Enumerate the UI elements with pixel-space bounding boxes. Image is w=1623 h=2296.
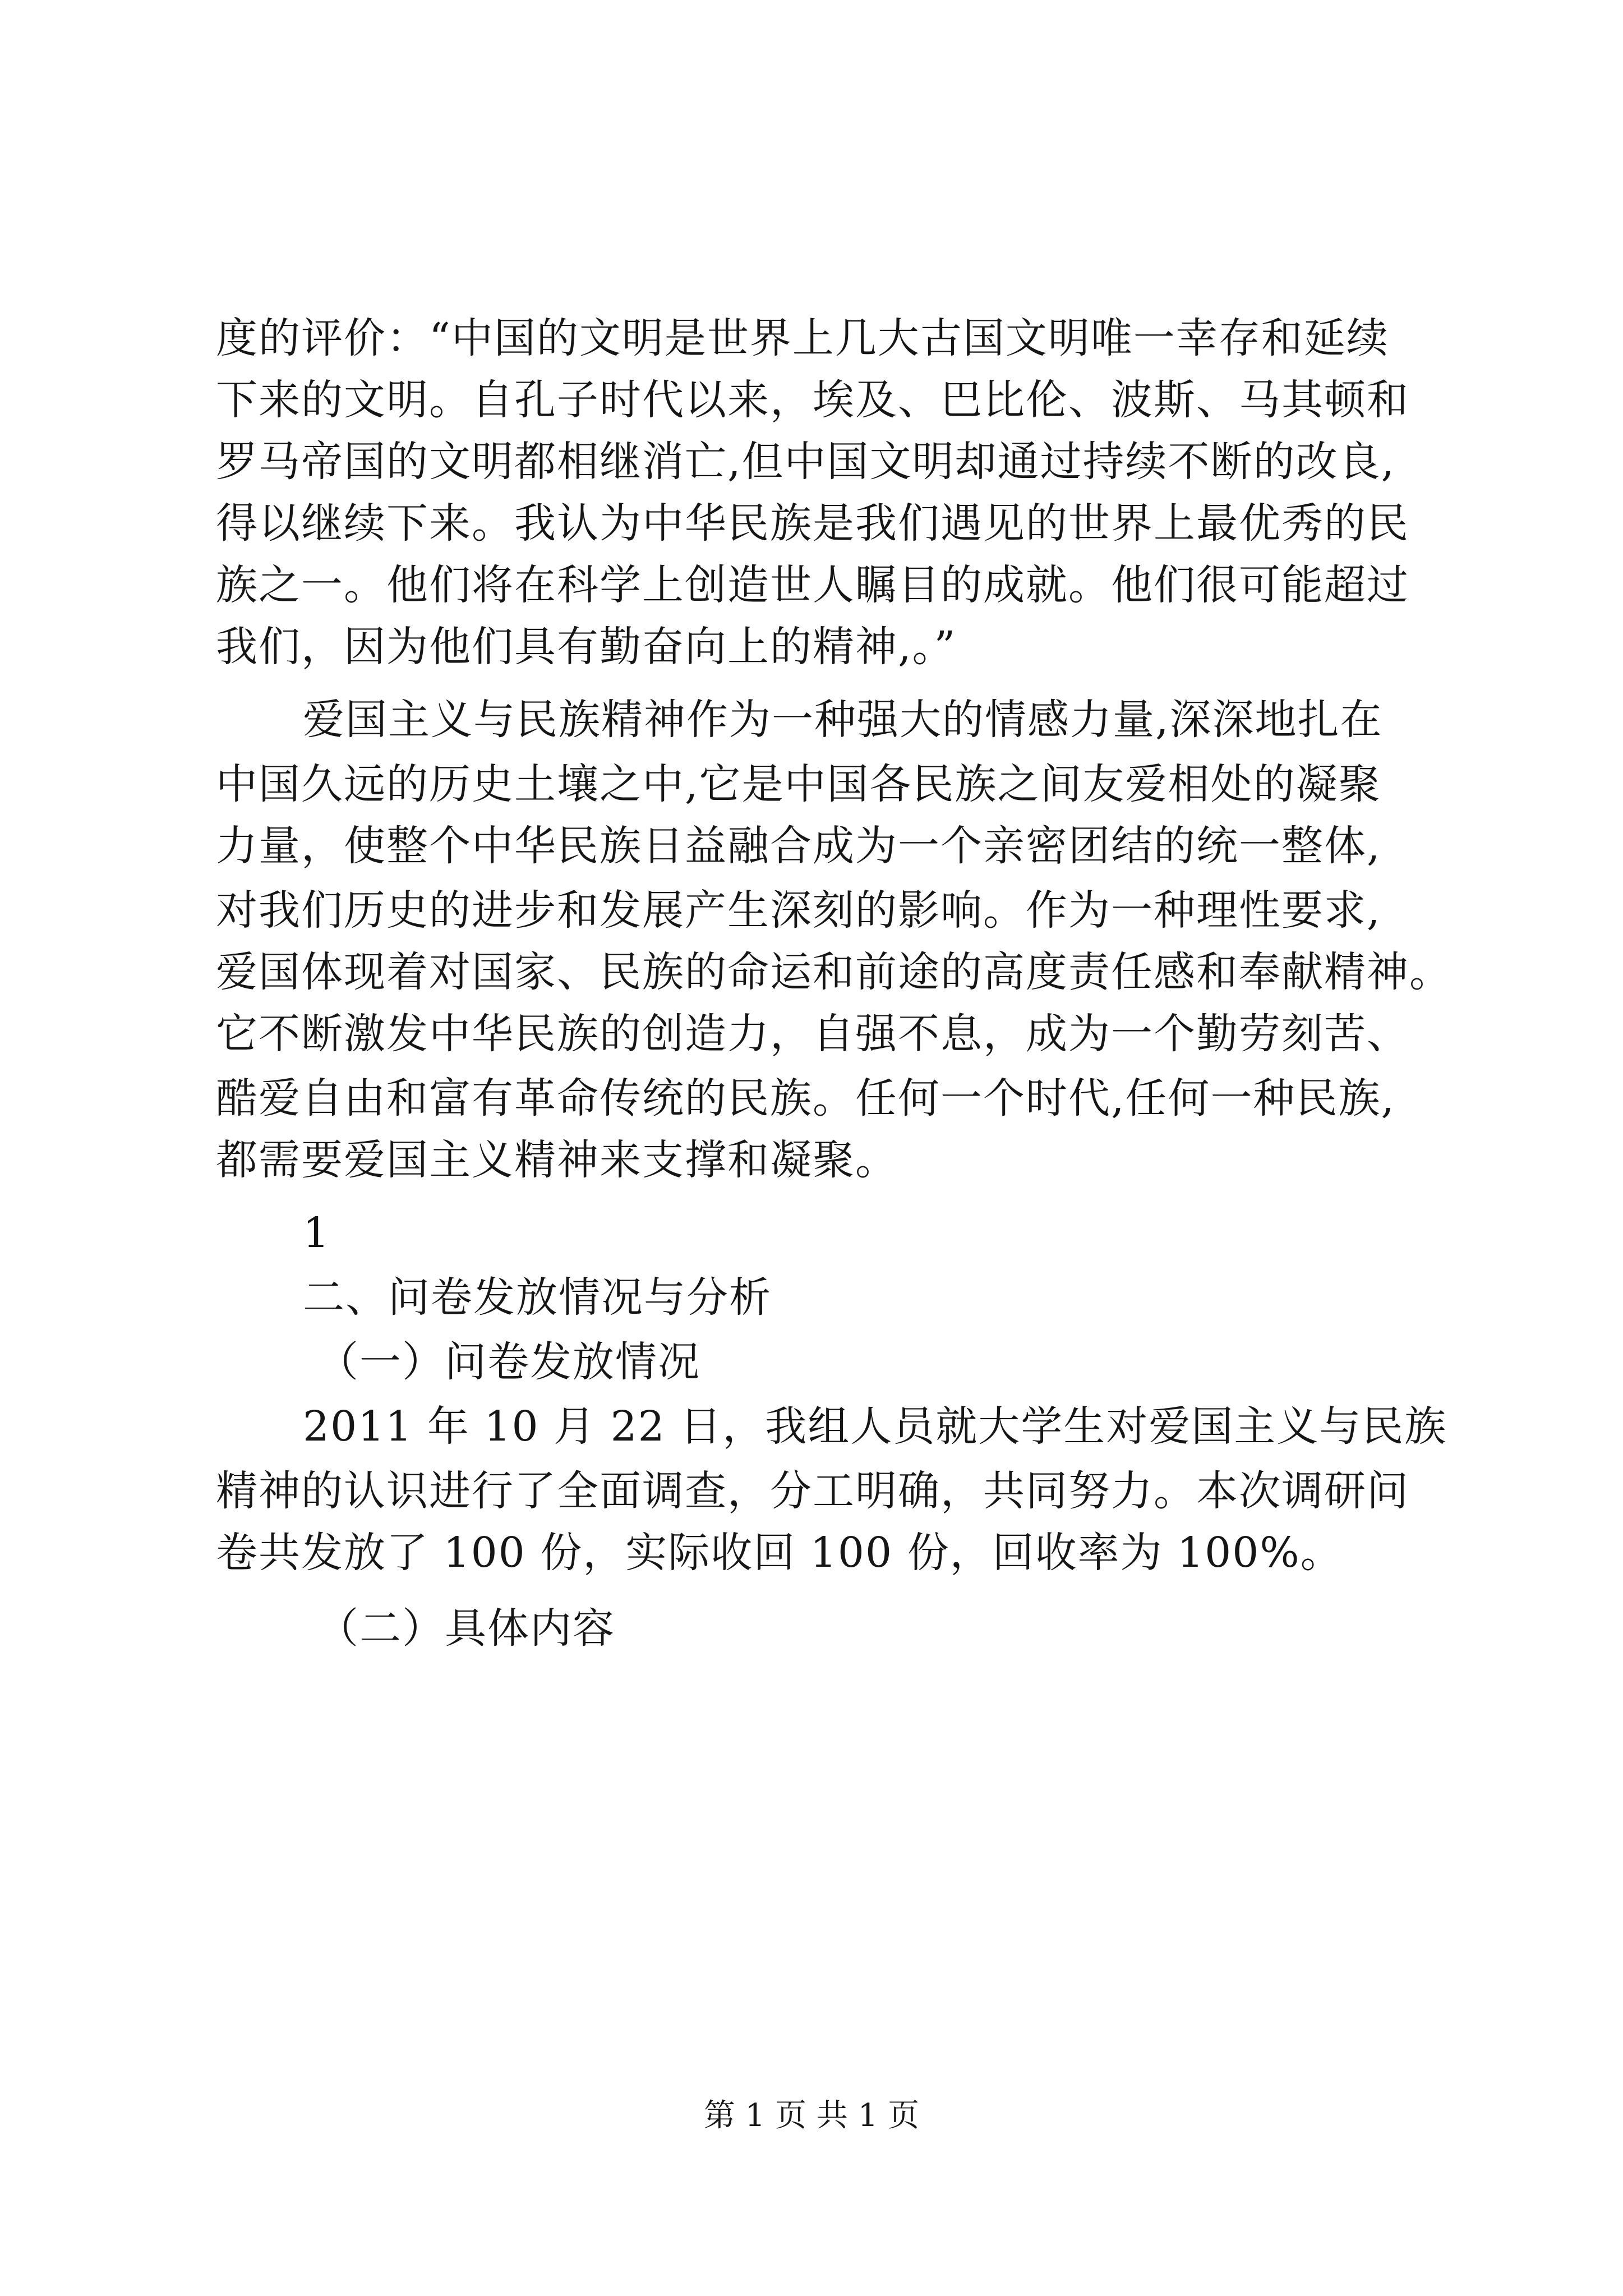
- number-marker: 1: [303, 1209, 331, 1257]
- quote-line-5: 族之一。他们将在科学上创造世人瞩目的成就。他们很可能超过: [216, 561, 1409, 609]
- survey-line-3: 卷共发放了 100 份，实际收回 100 份，回收率为 100%。: [216, 1529, 1343, 1577]
- quote-line-1: 度的评价：“中国的文明是世界上几大古国文明唯一幸存和延续: [216, 314, 1389, 362]
- survey-line-2: 精神的认识进行了全面调查，分工明确，共同努力。本次调研问: [216, 1467, 1409, 1515]
- survey-line-1: 2011 年 10 月 22 日，我组人员就大学生对爱国主义与民族: [303, 1402, 1447, 1451]
- patriotism-line-2: 中国久远的历史土壤之中,它是中国各民族之间友爱相处的凝聚: [216, 760, 1381, 808]
- patriotism-line-3: 力量，使整个中华民族日益融合成为一个亲密团结的统一整体,: [216, 822, 1381, 870]
- subheading-distribution: （一）问卷发放情况: [317, 1338, 700, 1386]
- quote-line-6: 我们，因为他们具有勤奋向上的精神,。”: [216, 623, 957, 671]
- patriotism-line-7: 酷爱自由和富有革命传统的民族。任何一个时代,任何一种民族,: [216, 1074, 1396, 1122]
- quote-line-4: 得以继续下来。我认为中华民族是我们遇见的世界上最优秀的民: [216, 499, 1409, 547]
- subheading-content: （二）具体内容: [317, 1604, 615, 1653]
- section-heading: 二、问卷发放情况与分析: [303, 1273, 772, 1322]
- page-footer: 第 1 页 共 1 页: [703, 2097, 920, 2134]
- quote-line-2: 下来的文明。自孔子时代以来，埃及、巴比伦、波斯、马其顿和: [216, 376, 1409, 424]
- patriotism-line-6: 它不断激发中华民族的创造力，自强不息，成为一个勤劳刻苦、: [216, 1010, 1409, 1058]
- patriotism-line-5: 爱国体现着对国家、民族的命运和前途的高度责任感和奉献精神。: [216, 948, 1452, 996]
- patriotism-line-4: 对我们历史的进步和发展产生深刻的影响。作为一种理性要求,: [216, 886, 1381, 935]
- quote-line-3: 罗马帝国的文明都相继消亡,但中国文明却通过持续不断的改良,: [216, 438, 1396, 486]
- patriotism-line-8: 都需要爱国主义精神来支撑和凝聚。: [216, 1136, 898, 1184]
- patriotism-line-1: 爱国主义与民族精神作为一种强大的情感力量,深深地扎在: [303, 696, 1383, 744]
